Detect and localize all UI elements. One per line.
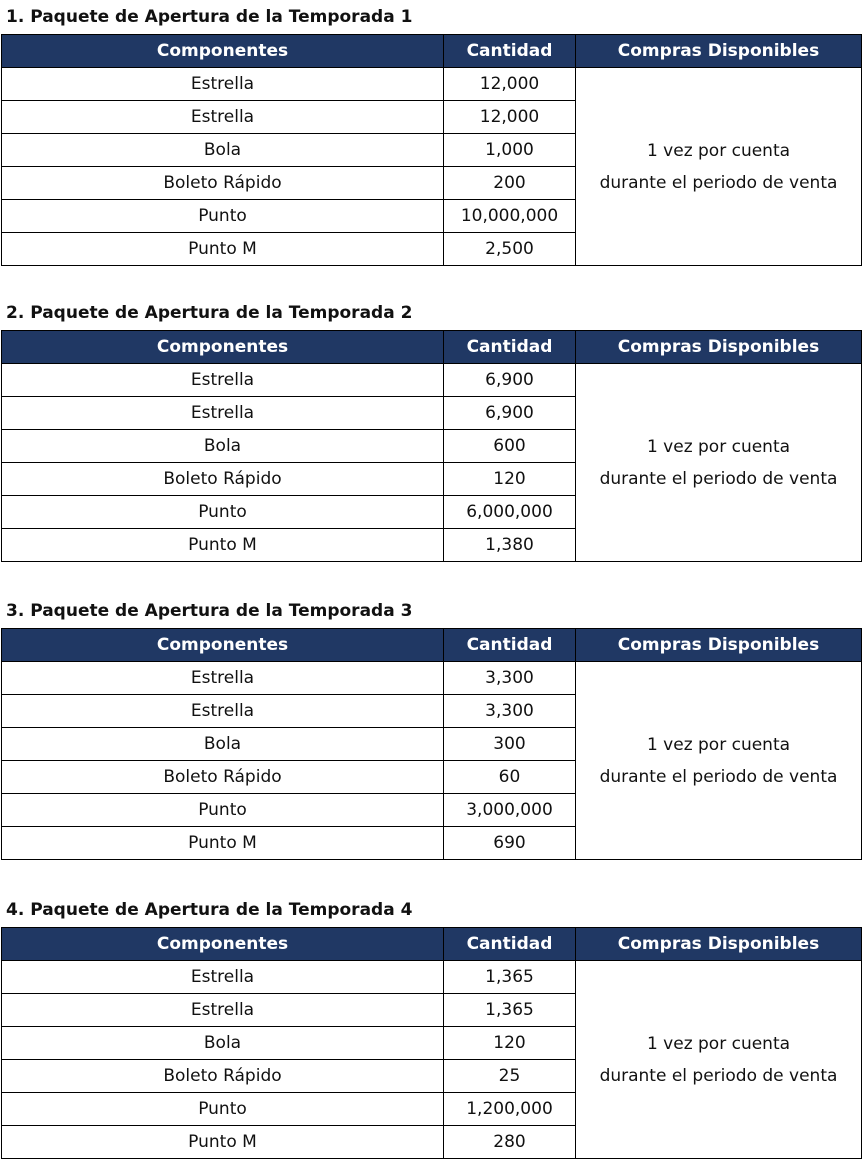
component-cell: Bola (2, 728, 444, 761)
component-cell: Punto (2, 496, 444, 529)
header-quantity: Cantidad (444, 331, 576, 364)
component-cell: Punto M (2, 233, 444, 266)
table-row (2, 961, 862, 994)
purchase-limit-line: durante el periodo de venta (599, 468, 838, 489)
component-cell: Boleto Rápido (2, 167, 444, 200)
purchase-limit-line: 1 vez por cuenta (646, 1033, 791, 1054)
header-components: Componentes (2, 35, 444, 68)
component-cell: Punto M (2, 827, 444, 860)
header-quantity: Cantidad (444, 35, 576, 68)
quantity-cell: 120 (444, 463, 576, 496)
component-cell: Punto (2, 1093, 444, 1126)
purchase-limit-line: durante el periodo de venta (599, 1065, 838, 1086)
component-cell: Bola (2, 1027, 444, 1060)
package-title: 3. Paquete de Apertura de la Temporada 3 (6, 601, 413, 621)
header-purchases: Compras Disponibles (576, 928, 862, 961)
component-cell: Boleto Rápido (2, 761, 444, 794)
quantity-cell: 1,365 (444, 961, 576, 994)
header-row (2, 928, 862, 961)
quantity-cell: 2,500 (444, 233, 576, 266)
quantity-cell: 6,900 (444, 397, 576, 430)
quantity-cell: 280 (444, 1126, 576, 1159)
quantity-cell: 6,000,000 (444, 496, 576, 529)
quantity-cell: 1,380 (444, 529, 576, 562)
quantity-cell: 3,300 (444, 695, 576, 728)
header-components: Componentes (2, 928, 444, 961)
quantity-cell: 3,000,000 (444, 794, 576, 827)
quantity-cell: 3,300 (444, 662, 576, 695)
header-components: Componentes (2, 331, 444, 364)
component-cell: Boleto Rápido (2, 463, 444, 496)
purchase-limit-line: durante el periodo de venta (599, 766, 838, 787)
quantity-cell: 10,000,000 (444, 200, 576, 233)
component-cell: Punto (2, 794, 444, 827)
purchase-limit-cell (576, 662, 862, 860)
header-purchases: Compras Disponibles (576, 331, 862, 364)
package-title: 4. Paquete de Apertura de la Temporada 4 (6, 900, 413, 920)
component-cell: Bola (2, 134, 444, 167)
quantity-cell: 6,900 (444, 364, 576, 397)
component-cell: Estrella (2, 397, 444, 430)
header-components: Componentes (2, 629, 444, 662)
component-cell: Boleto Rápido (2, 1060, 444, 1093)
component-cell: Punto (2, 200, 444, 233)
header-row (2, 35, 862, 68)
header-purchases: Compras Disponibles (576, 35, 862, 68)
quantity-cell: 300 (444, 728, 576, 761)
component-cell: Estrella (2, 68, 444, 101)
quantity-cell: 12,000 (444, 68, 576, 101)
package-table (1, 927, 862, 1159)
header-purchases: Compras Disponibles (576, 629, 862, 662)
quantity-cell: 120 (444, 1027, 576, 1060)
header-quantity: Cantidad (444, 629, 576, 662)
quantity-cell: 600 (444, 430, 576, 463)
purchase-limit-line: durante el periodo de venta (599, 172, 838, 193)
package-title: 1. Paquete de Apertura de la Temporada 1 (6, 7, 413, 27)
table-row (2, 364, 862, 397)
quantity-cell: 690 (444, 827, 576, 860)
purchase-limit-cell (576, 364, 862, 562)
quantity-cell: 1,200,000 (444, 1093, 576, 1126)
table-row (2, 68, 862, 101)
component-cell: Estrella (2, 961, 444, 994)
component-cell: Estrella (2, 695, 444, 728)
header-row (2, 629, 862, 662)
package-table (1, 330, 862, 562)
table-row (2, 662, 862, 695)
package-title: 2. Paquete de Apertura de la Temporada 2 (6, 303, 413, 323)
purchase-limit-line: 1 vez por cuenta (646, 734, 791, 755)
quantity-cell: 1,000 (444, 134, 576, 167)
component-cell: Estrella (2, 994, 444, 1027)
quantity-cell: 1,365 (444, 994, 576, 1027)
package-table (1, 628, 862, 860)
purchase-limit-line: 1 vez por cuenta (646, 436, 791, 457)
quantity-cell: 60 (444, 761, 576, 794)
header-row (2, 331, 862, 364)
package-table (1, 34, 862, 266)
purchase-limit-cell (576, 961, 862, 1159)
component-cell: Estrella (2, 364, 444, 397)
component-cell: Punto M (2, 529, 444, 562)
purchase-limit-line: 1 vez por cuenta (646, 140, 791, 161)
component-cell: Bola (2, 430, 444, 463)
quantity-cell: 200 (444, 167, 576, 200)
quantity-cell: 25 (444, 1060, 576, 1093)
purchase-limit-cell (576, 68, 862, 266)
header-quantity: Cantidad (444, 928, 576, 961)
component-cell: Estrella (2, 101, 444, 134)
quantity-cell: 12,000 (444, 101, 576, 134)
component-cell: Estrella (2, 662, 444, 695)
component-cell: Punto M (2, 1126, 444, 1159)
